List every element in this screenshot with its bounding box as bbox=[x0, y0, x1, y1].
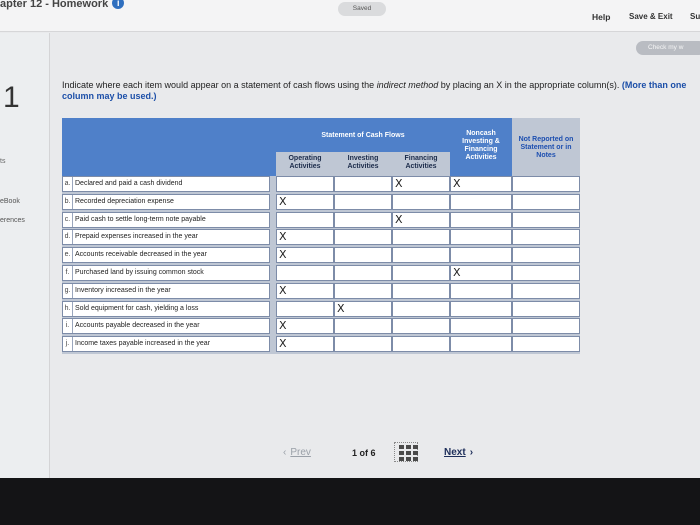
input-cell-financing[interactable]: X bbox=[392, 176, 450, 192]
assignment-title-text: apter 12 - Homework bbox=[0, 0, 109, 10]
input-cell-operating[interactable] bbox=[276, 301, 334, 317]
input-cell-operating[interactable] bbox=[276, 176, 334, 192]
row-text: Income taxes payable increased in the year bbox=[75, 340, 211, 348]
row-letter: c. bbox=[63, 213, 73, 227]
input-cell-operating[interactable] bbox=[276, 212, 334, 228]
input-cell-operating[interactable]: X bbox=[276, 336, 334, 352]
row-text: Prepaid expenses increased in the year bbox=[75, 233, 198, 241]
row-letter: i. bbox=[63, 319, 73, 333]
input-cell-operating[interactable]: X bbox=[276, 229, 334, 245]
save-exit-link[interactable]: Save & Exit bbox=[629, 12, 673, 21]
input-cell-operating[interactable]: X bbox=[276, 283, 334, 299]
saved-status: Saved bbox=[338, 2, 386, 16]
noncash-header: Noncash Investing & Financing Activities bbox=[462, 130, 500, 161]
input-cell-investing[interactable] bbox=[334, 176, 392, 192]
row-text: Paid cash to settle long-term note payable bbox=[75, 215, 206, 223]
table-row-label bbox=[62, 194, 270, 210]
input-cell-noncash[interactable] bbox=[450, 212, 512, 228]
input-cell-not-reported[interactable] bbox=[512, 301, 580, 317]
input-cell-financing[interactable]: X bbox=[392, 212, 450, 228]
input-cell-not-reported[interactable] bbox=[512, 229, 580, 245]
table-row-label bbox=[62, 283, 270, 299]
input-cell-noncash[interactable] bbox=[450, 283, 512, 299]
input-cell-not-reported[interactable] bbox=[512, 247, 580, 263]
table-row-label bbox=[62, 318, 270, 334]
col-header-investing: Investing Activities bbox=[347, 155, 379, 170]
row-letter: f. bbox=[63, 266, 73, 280]
bottom-bar bbox=[0, 478, 700, 525]
top-bar bbox=[0, 0, 700, 32]
input-cell-investing[interactable] bbox=[334, 318, 392, 334]
rail-item[interactable]: ts bbox=[0, 158, 6, 165]
input-cell-investing[interactable] bbox=[334, 283, 392, 299]
input-cell-not-reported[interactable] bbox=[512, 318, 580, 334]
input-cell-not-reported[interactable] bbox=[512, 283, 580, 299]
row-letter: h. bbox=[63, 302, 73, 316]
not-reported-header: Not Reported on Statement or in Notes bbox=[518, 136, 574, 159]
input-cell-financing[interactable] bbox=[392, 265, 450, 281]
row-letter: b. bbox=[63, 195, 73, 209]
input-cell-operating[interactable]: X bbox=[276, 247, 334, 263]
chevron-right-icon: › bbox=[469, 447, 474, 458]
input-cell-investing[interactable] bbox=[334, 247, 392, 263]
row-text: Accounts payable decreased in the year bbox=[75, 322, 200, 330]
row-letter: g. bbox=[63, 284, 73, 298]
table-row-label bbox=[62, 229, 270, 245]
row-text: Declared and paid a cash dividend bbox=[75, 180, 183, 187]
row-letter: e. bbox=[63, 248, 73, 262]
input-cell-noncash[interactable] bbox=[450, 247, 512, 263]
instruction-text-cont: by placing an X in the appropriate column(s). bbox=[438, 80, 622, 90]
input-cell-investing[interactable] bbox=[334, 194, 392, 210]
input-cell-investing[interactable] bbox=[334, 336, 392, 352]
row-letter: a. bbox=[63, 177, 73, 191]
input-cell-noncash[interactable] bbox=[450, 301, 512, 317]
input-cell-noncash[interactable] bbox=[450, 194, 512, 210]
input-cell-not-reported[interactable] bbox=[512, 194, 580, 210]
next-button[interactable] bbox=[444, 447, 473, 458]
row-text: Accounts receivable decreased in the year bbox=[75, 251, 207, 259]
row-text: Recorded depreciation expense bbox=[75, 197, 174, 205]
input-cell-financing[interactable] bbox=[392, 247, 450, 263]
input-cell-not-reported[interactable] bbox=[512, 265, 580, 281]
instruction-emphasis: indirect method bbox=[376, 80, 439, 90]
left-rail bbox=[0, 33, 50, 478]
input-cell-investing[interactable] bbox=[334, 212, 392, 228]
prev-button[interactable] bbox=[283, 447, 311, 458]
info-icon[interactable]: i bbox=[112, 0, 124, 9]
input-cell-not-reported[interactable] bbox=[512, 176, 580, 192]
input-cell-financing[interactable] bbox=[392, 301, 450, 317]
next-label: Next bbox=[444, 447, 466, 458]
table-row-label bbox=[62, 265, 270, 281]
input-cell-not-reported[interactable] bbox=[512, 212, 580, 228]
table-row-label bbox=[62, 301, 270, 317]
instruction-text: Indicate where each item would appear on a statement of cash flows using the bbox=[62, 80, 377, 90]
group-header: Statement of Cash Flows bbox=[321, 132, 405, 139]
question-grid-icon[interactable] bbox=[394, 442, 418, 462]
row-text: Inventory increased in the year bbox=[75, 286, 171, 294]
row-letter: j. bbox=[63, 337, 73, 351]
table-row-label bbox=[62, 336, 270, 352]
check-my-work-button[interactable]: Check my w bbox=[636, 41, 700, 55]
row-text: Purchased land by issuing common stock bbox=[75, 269, 204, 276]
input-cell-financing[interactable] bbox=[392, 336, 450, 352]
row-letter: d. bbox=[63, 230, 73, 244]
input-cell-noncash[interactable] bbox=[450, 318, 512, 334]
input-cell-financing[interactable] bbox=[392, 283, 450, 299]
input-cell-noncash[interactable]: X bbox=[450, 265, 512, 281]
submit-link[interactable]: Su bbox=[690, 12, 700, 21]
input-cell-financing[interactable] bbox=[392, 229, 450, 245]
references-link[interactable]: erences bbox=[0, 217, 25, 224]
col-header-operating: Operating Activities bbox=[288, 155, 322, 170]
help-link[interactable]: Help bbox=[592, 12, 611, 22]
cash-flow-worksheet bbox=[62, 118, 580, 354]
question-number: 1 bbox=[3, 81, 20, 114]
instruction-note: (More than one column may be used.) bbox=[62, 80, 687, 101]
input-cell-investing[interactable]: X bbox=[334, 301, 392, 317]
input-cell-operating[interactable] bbox=[276, 265, 334, 281]
prev-label: Prev bbox=[290, 447, 311, 458]
row-label-header bbox=[62, 118, 276, 176]
input-cell-operating[interactable]: X bbox=[276, 194, 334, 210]
row-text: Sold equipment for cash, yielding a loss bbox=[75, 304, 199, 312]
input-cell-operating[interactable]: X bbox=[276, 318, 334, 334]
col-header-financing: Financing Activities bbox=[404, 155, 438, 170]
input-cell-financing[interactable] bbox=[392, 194, 450, 210]
ebook-link[interactable]: eBook bbox=[0, 198, 20, 205]
input-cell-not-reported[interactable] bbox=[512, 336, 580, 352]
input-cell-noncash[interactable]: X bbox=[450, 176, 512, 192]
input-cell-investing[interactable] bbox=[334, 265, 392, 281]
input-cell-financing[interactable] bbox=[392, 318, 450, 334]
assignment-title bbox=[0, 0, 124, 10]
question-instruction bbox=[62, 80, 692, 102]
table-row-label bbox=[62, 247, 270, 263]
table-row-label bbox=[62, 176, 270, 192]
input-cell-investing[interactable] bbox=[334, 229, 392, 245]
chevron-left-icon: ‹ bbox=[283, 447, 287, 458]
table-row-label bbox=[62, 212, 270, 228]
input-cell-noncash[interactable] bbox=[450, 336, 512, 352]
input-cell-noncash[interactable] bbox=[450, 229, 512, 245]
page-indicator: 1 of 6 bbox=[352, 448, 376, 458]
